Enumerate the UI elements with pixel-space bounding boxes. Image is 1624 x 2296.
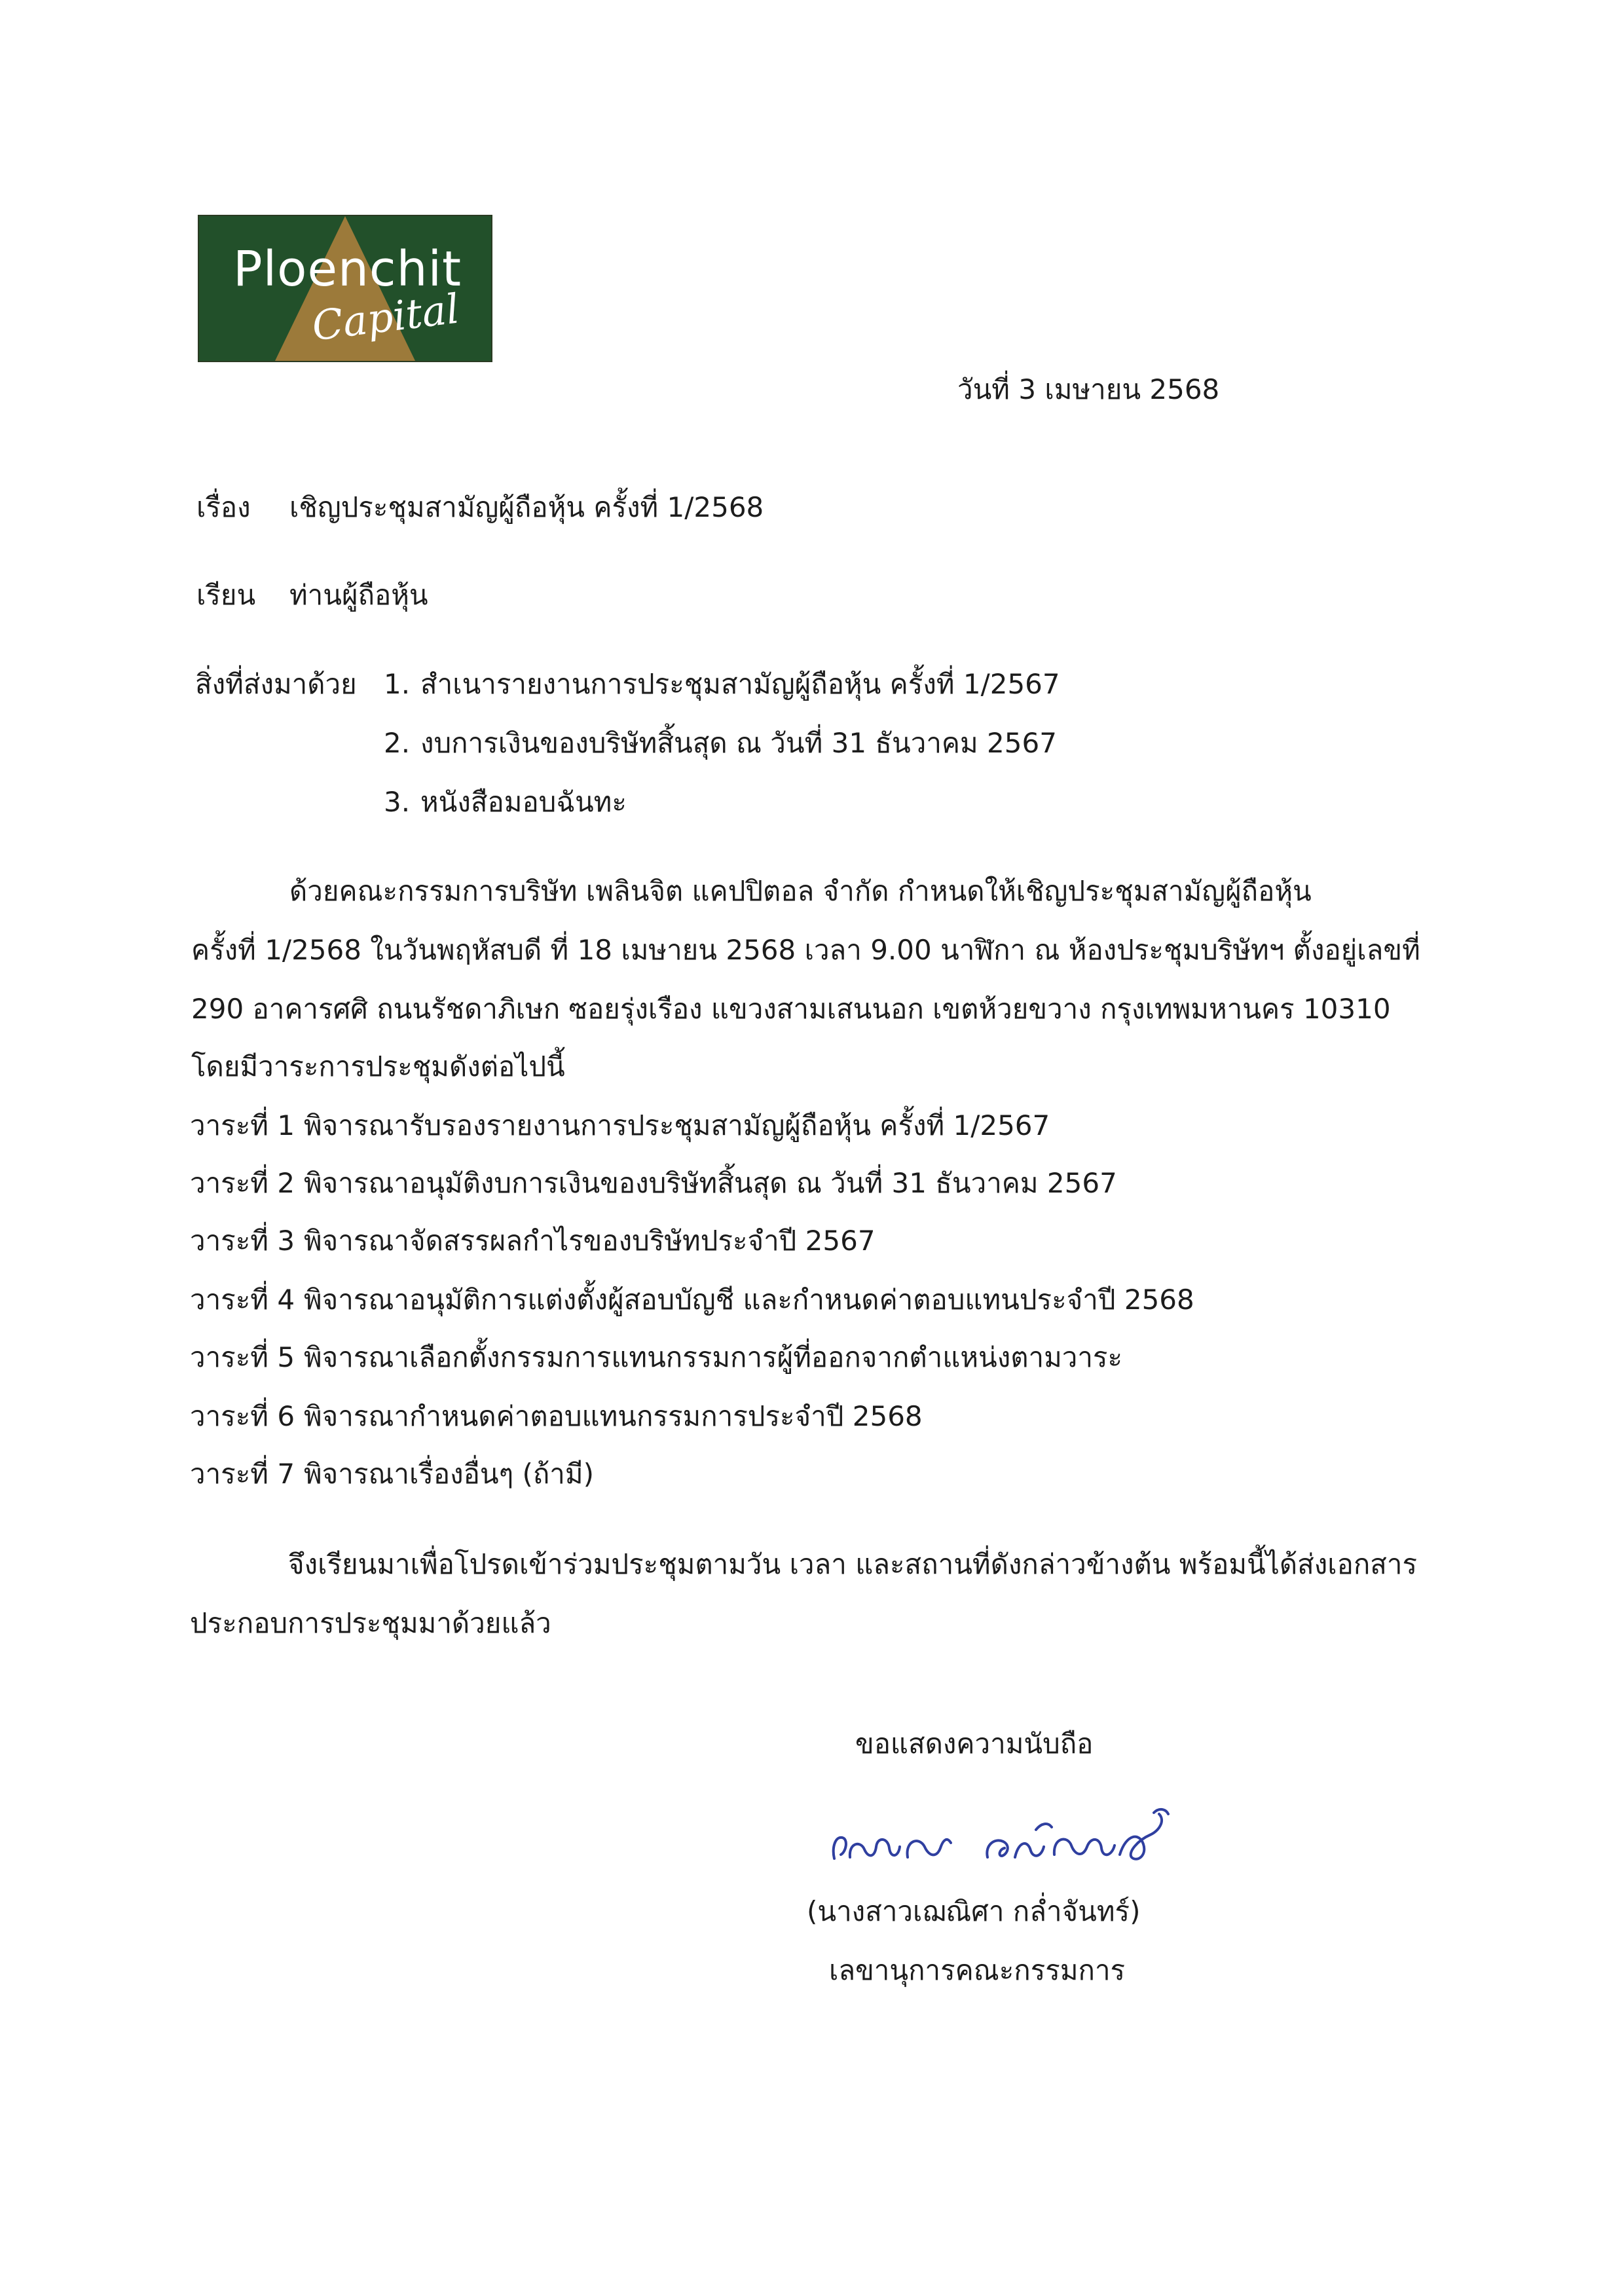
logo-text-ploenchit: Ploenchit [233, 241, 462, 297]
body-line: ครั้งที่ 1/2568 ในวันพฤหัสบดี ที่ 18 เมษายน 2568 เวลา 9.00 นาฬิกา ณ ห้องประชุมบริษัทฯ ตั้งอยู่เลขที่ [191, 934, 1420, 966]
agenda-label: วาระที่ 7 [190, 1458, 295, 1490]
agenda-item: พิจารณาจัดสรรผลกำไรของบริษัทประจำปี 2567 [304, 1225, 876, 1257]
agenda-item: พิจารณากำหนดค่าตอบแทนกรรมการประจำปี 2568 [304, 1400, 923, 1432]
agenda-item: พิจารณารับรองรายงานการประชุมสามัญผู้ถือหุ้น ครั้งที่ 1/2567 [304, 1109, 1050, 1141]
enclosure-number: 2. [384, 727, 411, 759]
agenda-label: วาระที่ 5 [190, 1341, 295, 1373]
agenda-label: วาระที่ 2 [190, 1167, 295, 1199]
letter-date: วันที่ 3 เมษายน 2568 [957, 373, 1220, 405]
enclosure-item: หนังสือมอบฉันทะ [420, 786, 627, 818]
logo-text-capital: Capital [309, 284, 462, 350]
subject-text: เชิญประชุมสามัญผู้ถือหุ้น ครั้งที่ 1/2568 [289, 491, 764, 523]
agenda-item: พิจารณาอนุมัติการแต่งตั้งผู้สอบบัญชี และกำหนดค่าตอบแทนประจำปี 2568 [304, 1284, 1194, 1316]
enclosure-number: 3. [384, 786, 411, 818]
agenda-label: วาระที่ 3 [190, 1225, 295, 1257]
agenda-label: วาระที่ 6 [190, 1400, 295, 1432]
signatory-title: เลขานุการคณะกรรมการ [829, 1954, 1126, 1986]
enclosure-number: 1. [384, 668, 411, 700]
addressee-label: เรียน [196, 579, 256, 611]
body-line: โดยมีวาระการประชุมดังต่อไปนี้ [191, 1050, 565, 1083]
subject-label: เรื่อง [196, 491, 251, 523]
body-line: 290 อาคารศศิ ถนนรัชดาภิเษก ซอยรุ่งเรือง แขวงสามเสนนอก เขตห้วยขวาง กรุงเทพมหานคร 10310 [191, 993, 1391, 1025]
signatory-name: (นางสาวเฌณิศา กล่ำจันทร์) [807, 1895, 1141, 1927]
enclosure-item: สำเนารายงานการประชุมสามัญผู้ถือหุ้น ครั้งที่ 1/2567 [420, 668, 1060, 700]
agenda-item: พิจารณาเลือกตั้งกรรมการแทนกรรมการผู้ที่ออกจากตำแหน่งตามวาระ [304, 1341, 1123, 1373]
agenda-label: วาระที่ 4 [190, 1284, 295, 1316]
body-line: ด้วยคณะกรรมการบริษัท เพลินจิต แคปปิตอล จำกัด กำหนดให้เชิญประชุมสามัญผู้ถือหุ้น [289, 875, 1312, 907]
handwritten-signature [812, 1794, 1179, 1873]
closing-line: จึงเรียนมาเพื่อโปรดเข้าร่วมประชุมตามวัน เวลา และสถานที่ดังกล่าวข้างต้น พร้อมนี้ได้ส่งเอกสาร [288, 1548, 1418, 1580]
company-logo [198, 215, 492, 362]
addressee-text: ท่านผู้ถือหุ้น [289, 579, 428, 611]
closing-line: ประกอบการประชุมมาด้วยแล้ว [190, 1607, 551, 1639]
agenda-item: พิจารณาเรื่องอื่นๆ (ถ้ามี) [304, 1458, 594, 1490]
enclosure-item: งบการเงินของบริษัทสิ้นสุด ณ วันที่ 31 ธันวาคม 2567 [420, 727, 1057, 759]
enclosures-label: สิ่งที่ส่งมาด้วย [195, 668, 357, 700]
agenda-label: วาระที่ 1 [190, 1109, 295, 1141]
regards-text: ขอแสดงความนับถือ [855, 1728, 1094, 1760]
agenda-item: พิจารณาอนุมัติงบการเงินของบริษัทสิ้นสุด ณ วันที่ 31 ธันวาคม 2567 [304, 1167, 1117, 1199]
